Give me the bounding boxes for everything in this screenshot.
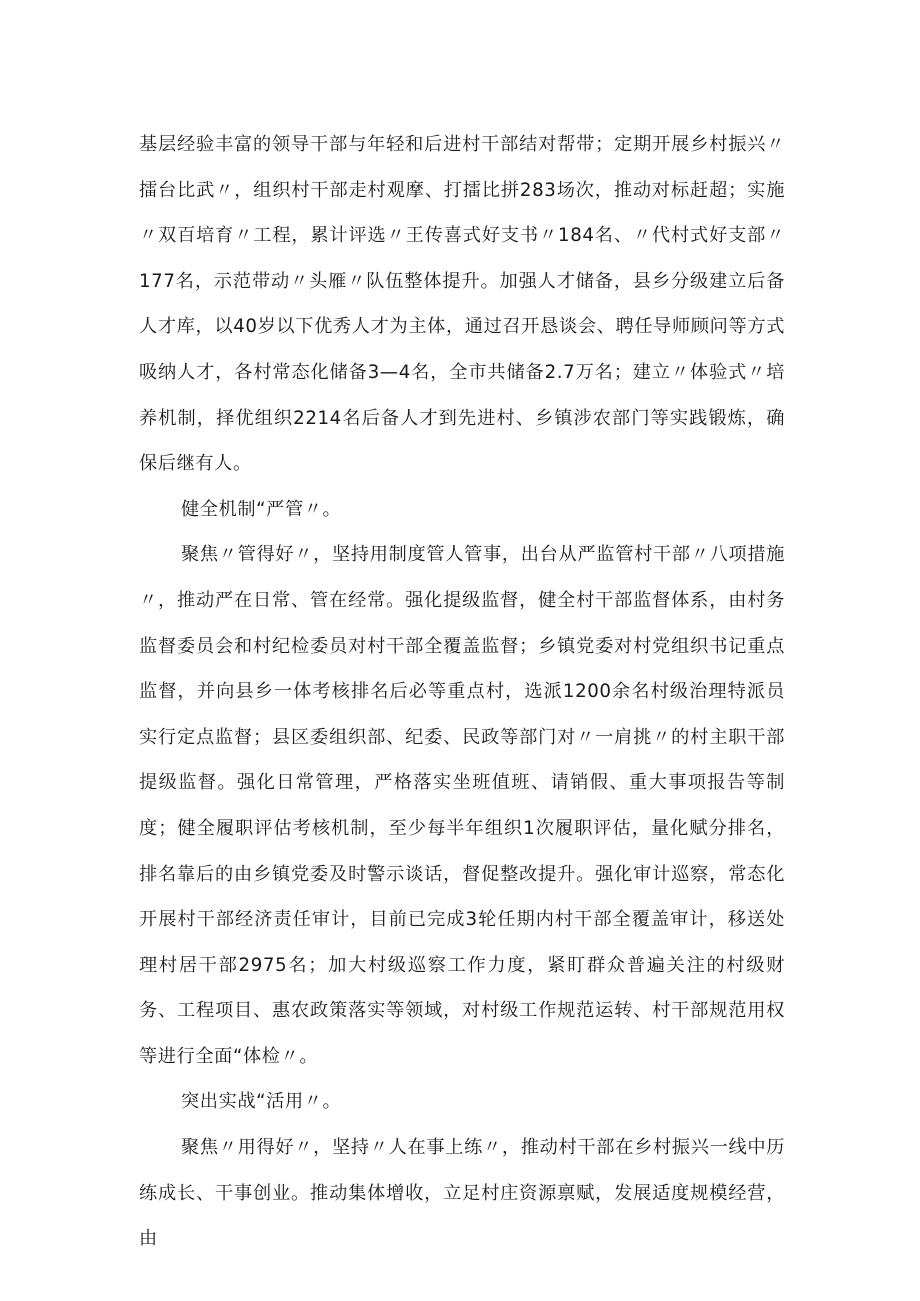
paragraph-supervision: 聚焦〃管得好〃，坚持用制度管人管事，出台从严监管村干部〃八项措施〃，推动严在日常、管在经常。强化提级监督，健全村干部监督体系，由村务监督委员会和村纪检委员对村干部全覆盖监督；乡镇党委对村党组织书记重点监督，并向县乡一体考核排名后必等重点村，选派1200余名村级治理特派员实行定点监督；县区委组织部、纪委、民政等部门对〃一肩挑〃的村主职干部提级监督。强化日常管理，严格落实坐班值班、请销假、重大事项报告等制度；健全履职评估考核机制，至少每半年组织1次履职评估，量化赋分排名，排名靠后的由乡镇党委及时警示谈话，督促整改提升。强化审计巡察，常态化开展村干部经济责任审计，目前已完成3轮任期内村干部全覆盖审计，移送处理村居干部2975名；加大村级巡察工作力度，紧盯群众普遍关注的村级财务、工程项目、惠农政策落实等领域，对村级工作规范运转、村干部规范用权等进行全面“体检〃。	[139, 544, 785, 1067]
document-body	[139, 122, 785, 1262]
section-heading-strict-management: 健全机制“严管〃。	[181, 498, 342, 520]
section-heading-practical-use: 突出实战“活用〃。	[181, 1091, 342, 1113]
paragraph-practical-training: 聚焦〃用得好〃，坚持〃人在事上练〃，推动村干部在乡村振兴一线中历练成长、干事创业。推动集体增收，立足村庄资源禀赋，发展适度规模经营，由	[139, 1137, 785, 1250]
paragraph-talent-reserve: 基层经验丰富的领导干部与年轻和后进村干部结对帮带；定期开展乡村振兴〃擂台比武〃，组织村干部走村观摩、打擂比拼283场次，推动对标赶超；实施〃双百培育〃工程，累计评选〃王传喜式好支书〃184名、〃代村式好支部〃177名，示范带动〃头雁〃队伍整体提升。加强人才储备，县乡分级建立后备人才库，以40岁以下优秀人才为主体，通过召开恳谈会、聘任导师顾问等方式吸纳人才，各村常态化储备3—4名，全市共储备2.7万名；建立〃体验式〃培养机制，择优组织2214名后备人才到先进村、乡镇涉农部门等实践锻炼，确保后继有人。	[139, 134, 785, 475]
